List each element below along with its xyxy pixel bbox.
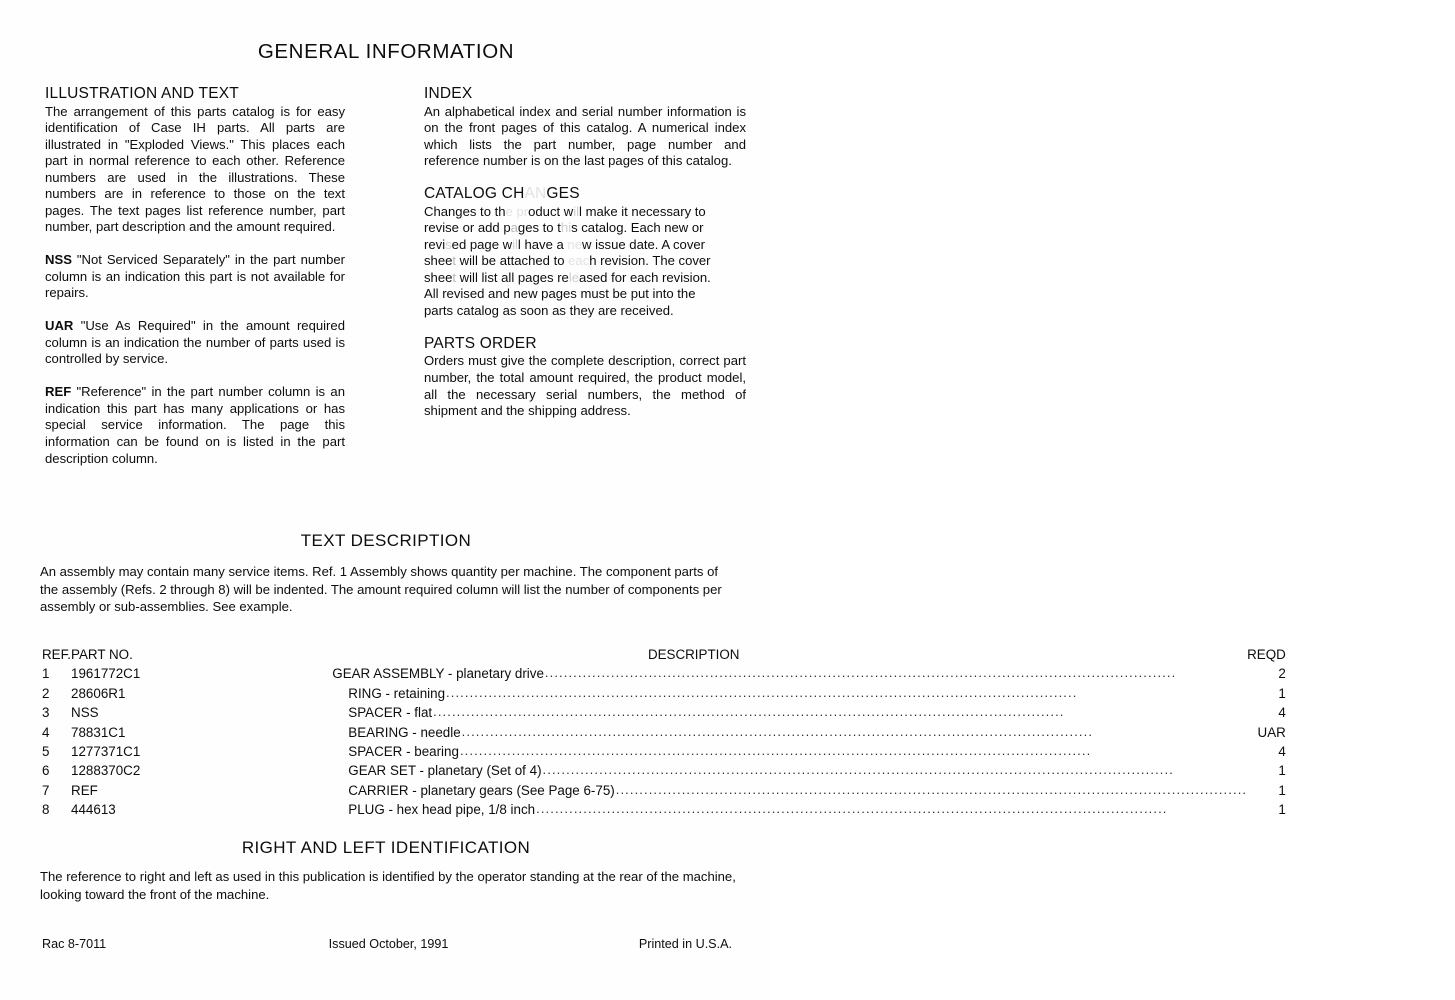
- cell-part-no: 1288370C2: [71, 763, 141, 779]
- cc-l1b: oduct w: [528, 203, 574, 219]
- text-description-heading: TEXT DESCRIPTION: [300, 531, 472, 550]
- table-header-row: [42, 645, 1286, 664]
- cc-l1c: l make it necessary to: [579, 203, 706, 219]
- cell-description: [140, 684, 1247, 703]
- cell-part-no: NSS: [71, 705, 99, 721]
- cell-reqd: 1: [1278, 685, 1286, 701]
- dot-leader: [545, 663, 1439, 682]
- cell-reqd: UAR: [1257, 724, 1286, 740]
- index-body: An alphabetical index and serial number information is on the front pages of this catalog. A numerical index which lists the part number, page number and reference number is on the last pages of this catalog.: [424, 103, 746, 169]
- nss-term: NSS: [45, 252, 72, 268]
- cc-l4-faded: t: [452, 253, 457, 269]
- cell-reqd: 1: [1278, 782, 1286, 798]
- right-left-identification-body: The reference to right and left as used in this publication is identified by the operator standing at the rear of the machine, looking toward the front of the machine.: [40, 869, 736, 902]
- parts-table: [42, 645, 1286, 820]
- table-row: [42, 761, 1286, 780]
- uar-term: UAR: [45, 318, 74, 334]
- index-heading: INDEX: [424, 85, 473, 102]
- description-label: PLUG - hex head pipe, 1/8 inch: [348, 802, 536, 818]
- right-column: [424, 86, 746, 420]
- cc-l4c: h revision. The cover: [589, 253, 711, 269]
- cc-l5c: ased for each revision.: [579, 269, 711, 285]
- description-label: GEAR ASSEMBLY - planetary drive: [332, 666, 544, 682]
- table-row: [42, 684, 1286, 703]
- table-row: [42, 742, 1286, 761]
- cc-l3b: ed page w: [451, 236, 513, 252]
- table-row: [42, 664, 1286, 683]
- column-header-ref: REF.: [42, 647, 72, 662]
- cell-part-no: 444613: [71, 802, 116, 818]
- table-row: [42, 800, 1286, 819]
- cell-ref: 4: [42, 724, 50, 740]
- uar-body: "Use As Required" in the amount required column is an indication the number of parts used is controlled by service.: [45, 318, 345, 367]
- table-row: [42, 703, 1286, 722]
- catalog-changes-heading-part2: GES: [546, 185, 580, 203]
- cell-ref: 7: [42, 782, 50, 798]
- catalog-changes-line-5: [424, 270, 746, 287]
- cc-l1-faded2: il: [573, 203, 580, 219]
- description-label: RING - retaining: [348, 685, 446, 701]
- cell-ref: 6: [42, 763, 50, 779]
- cell-description: [140, 723, 1247, 742]
- table-row: [42, 723, 1286, 742]
- cc-l2b: ges to t: [517, 220, 561, 236]
- cc-l3c: l have a: [517, 236, 564, 252]
- cell-ref: 1: [42, 666, 50, 682]
- illustration-and-text-heading: ILLUSTRATION AND TEXT: [45, 85, 239, 102]
- nss-definition: [45, 252, 345, 302]
- cc-l2-faded: a: [510, 220, 518, 236]
- cc-l3-faded2: il: [512, 236, 518, 252]
- cc-l2a: revise or add p: [424, 220, 511, 236]
- description-label: CARRIER - planetary gears (See Page 6-75): [348, 782, 615, 798]
- cell-description: [140, 664, 1247, 683]
- cell-part-no: 1277371C1: [71, 744, 141, 760]
- cc-l4-faded2: eac: [564, 253, 590, 269]
- dot-leader: [446, 683, 1455, 702]
- catalog-changes-line-1: [424, 204, 746, 221]
- cell-description: [140, 742, 1247, 761]
- cell-ref: 8: [42, 802, 50, 818]
- cell-description: [140, 800, 1247, 819]
- dot-leader: [433, 702, 1455, 721]
- cell-description: [140, 781, 1247, 800]
- text-description-body: An assembly may contain many service items. Ref. 1 Assembly shows quantity per machine. The component parts of the assembly (Refs. 2 through 8) will be indented. The amount required column will list the number of components per assembly or sub-assemblies. See example.: [40, 564, 722, 615]
- cc-l5b: will list all pages re: [456, 269, 569, 285]
- ref-definition: [45, 384, 345, 467]
- description-label: BEARING - needle: [348, 724, 461, 740]
- description-label: SPACER - bearing: [348, 744, 459, 760]
- column-header-description: DESCRIPTION: [647, 647, 740, 662]
- page-footer: [42, 937, 732, 951]
- column-header-part-no: PART NO.: [71, 647, 133, 662]
- cc-l3d: w issue date. A cover: [582, 236, 706, 252]
- catalog-changes-body: [424, 204, 746, 320]
- cell-part-no: 1961772C1: [71, 666, 141, 682]
- cell-reqd: 1: [1278, 802, 1286, 818]
- dot-leader: [460, 741, 1455, 760]
- uar-definition: [45, 318, 345, 368]
- cell-description: [140, 703, 1247, 722]
- cc-l4a: shee: [424, 253, 453, 269]
- cell-part-no: 78831C1: [71, 724, 126, 740]
- ref-body: "Reference" in the part number column is an indication this part has many applications or has special service information. The page this information can be found on is listed in the part description column.: [45, 384, 345, 466]
- cc-l2c: s catalog. Each new or: [571, 220, 704, 236]
- cell-ref: 3: [42, 705, 50, 721]
- ref-term: REF: [45, 384, 72, 400]
- left-column: [45, 86, 345, 467]
- page-title: GENERAL INFORMATION: [257, 40, 515, 63]
- description-label: SPACER - flat: [348, 705, 433, 721]
- catalog-changes-heading-faded: AN: [524, 185, 547, 203]
- table-row: [42, 781, 1286, 800]
- cc-l4b: will be attached to: [456, 253, 565, 269]
- cc-l3a: revi: [424, 236, 446, 252]
- cc-l1a: Changes to th: [424, 203, 506, 219]
- cell-reqd: 4: [1278, 744, 1286, 760]
- cell-part-no: REF: [71, 782, 98, 798]
- dot-leader: [543, 760, 1455, 779]
- dot-leader: [462, 722, 1455, 741]
- cc-l1-faded: e pr: [505, 203, 529, 219]
- cc-l5-faded: t: [452, 269, 457, 285]
- catalog-changes-line-4: [424, 253, 746, 270]
- catalog-changes-heading: [424, 186, 746, 203]
- cc-l3-faded: s: [445, 236, 452, 252]
- cell-part-no: 28606R1: [71, 685, 126, 701]
- cell-reqd: 1: [1278, 763, 1286, 779]
- illustration-and-text-body: The arrangement of this parts catalog is for easy identification of Case IH parts. All parts are illustrated in "Exploded Views." This places each part in normal reference to each other. Reference numbers are used in the illustrations. These numbers are in reference to those on the text pages. The text pages list reference number, part number, part description and the amount required.: [45, 103, 345, 235]
- parts-order-body: Orders must give the complete description, correct part number, the total amount required, the product model, all the necessary serial numbers, the method of shipment and the shipping address.: [424, 353, 746, 419]
- cc-l2-faded2: hi: [560, 220, 572, 236]
- parts-order-heading: PARTS ORDER: [424, 334, 537, 352]
- catalog-changes-heading-part1: CATALOG CH: [424, 185, 525, 203]
- dot-leader: [536, 799, 1455, 818]
- footer-publication-number: Rac 8-7011: [42, 937, 107, 951]
- right-left-identification-heading: RIGHT AND LEFT IDENTIFICATION: [241, 838, 531, 857]
- description-label: GEAR SET - planetary (Set of 4): [348, 763, 542, 779]
- cell-reqd: 4: [1278, 705, 1286, 721]
- cell-reqd: 2: [1278, 666, 1286, 682]
- catalog-changes-line-7: parts catalog as soon as they are received.: [424, 302, 674, 318]
- dot-leader: [616, 780, 1455, 799]
- cc-l5-faded2: le: [568, 269, 580, 285]
- catalog-changes-line-6: All revised and new pages must be put into the: [424, 286, 696, 302]
- nss-body: "Not Serviced Separately" in the part number column is an indication this part is not available for repairs.: [45, 252, 345, 301]
- catalog-changes-line-3: [424, 237, 746, 254]
- cell-description: [140, 761, 1247, 780]
- cc-l3-faded3: ne: [563, 236, 582, 252]
- footer-issue-date: Issued October, 1991: [328, 937, 449, 951]
- column-header-reqd: REQD: [1247, 647, 1286, 662]
- catalog-changes-line-2: [424, 220, 746, 237]
- cc-l5a: shee: [424, 269, 453, 285]
- cell-ref: 5: [42, 744, 50, 760]
- footer-printed-in: Printed in U.S.A.: [638, 937, 732, 951]
- cell-ref: 2: [42, 685, 50, 701]
